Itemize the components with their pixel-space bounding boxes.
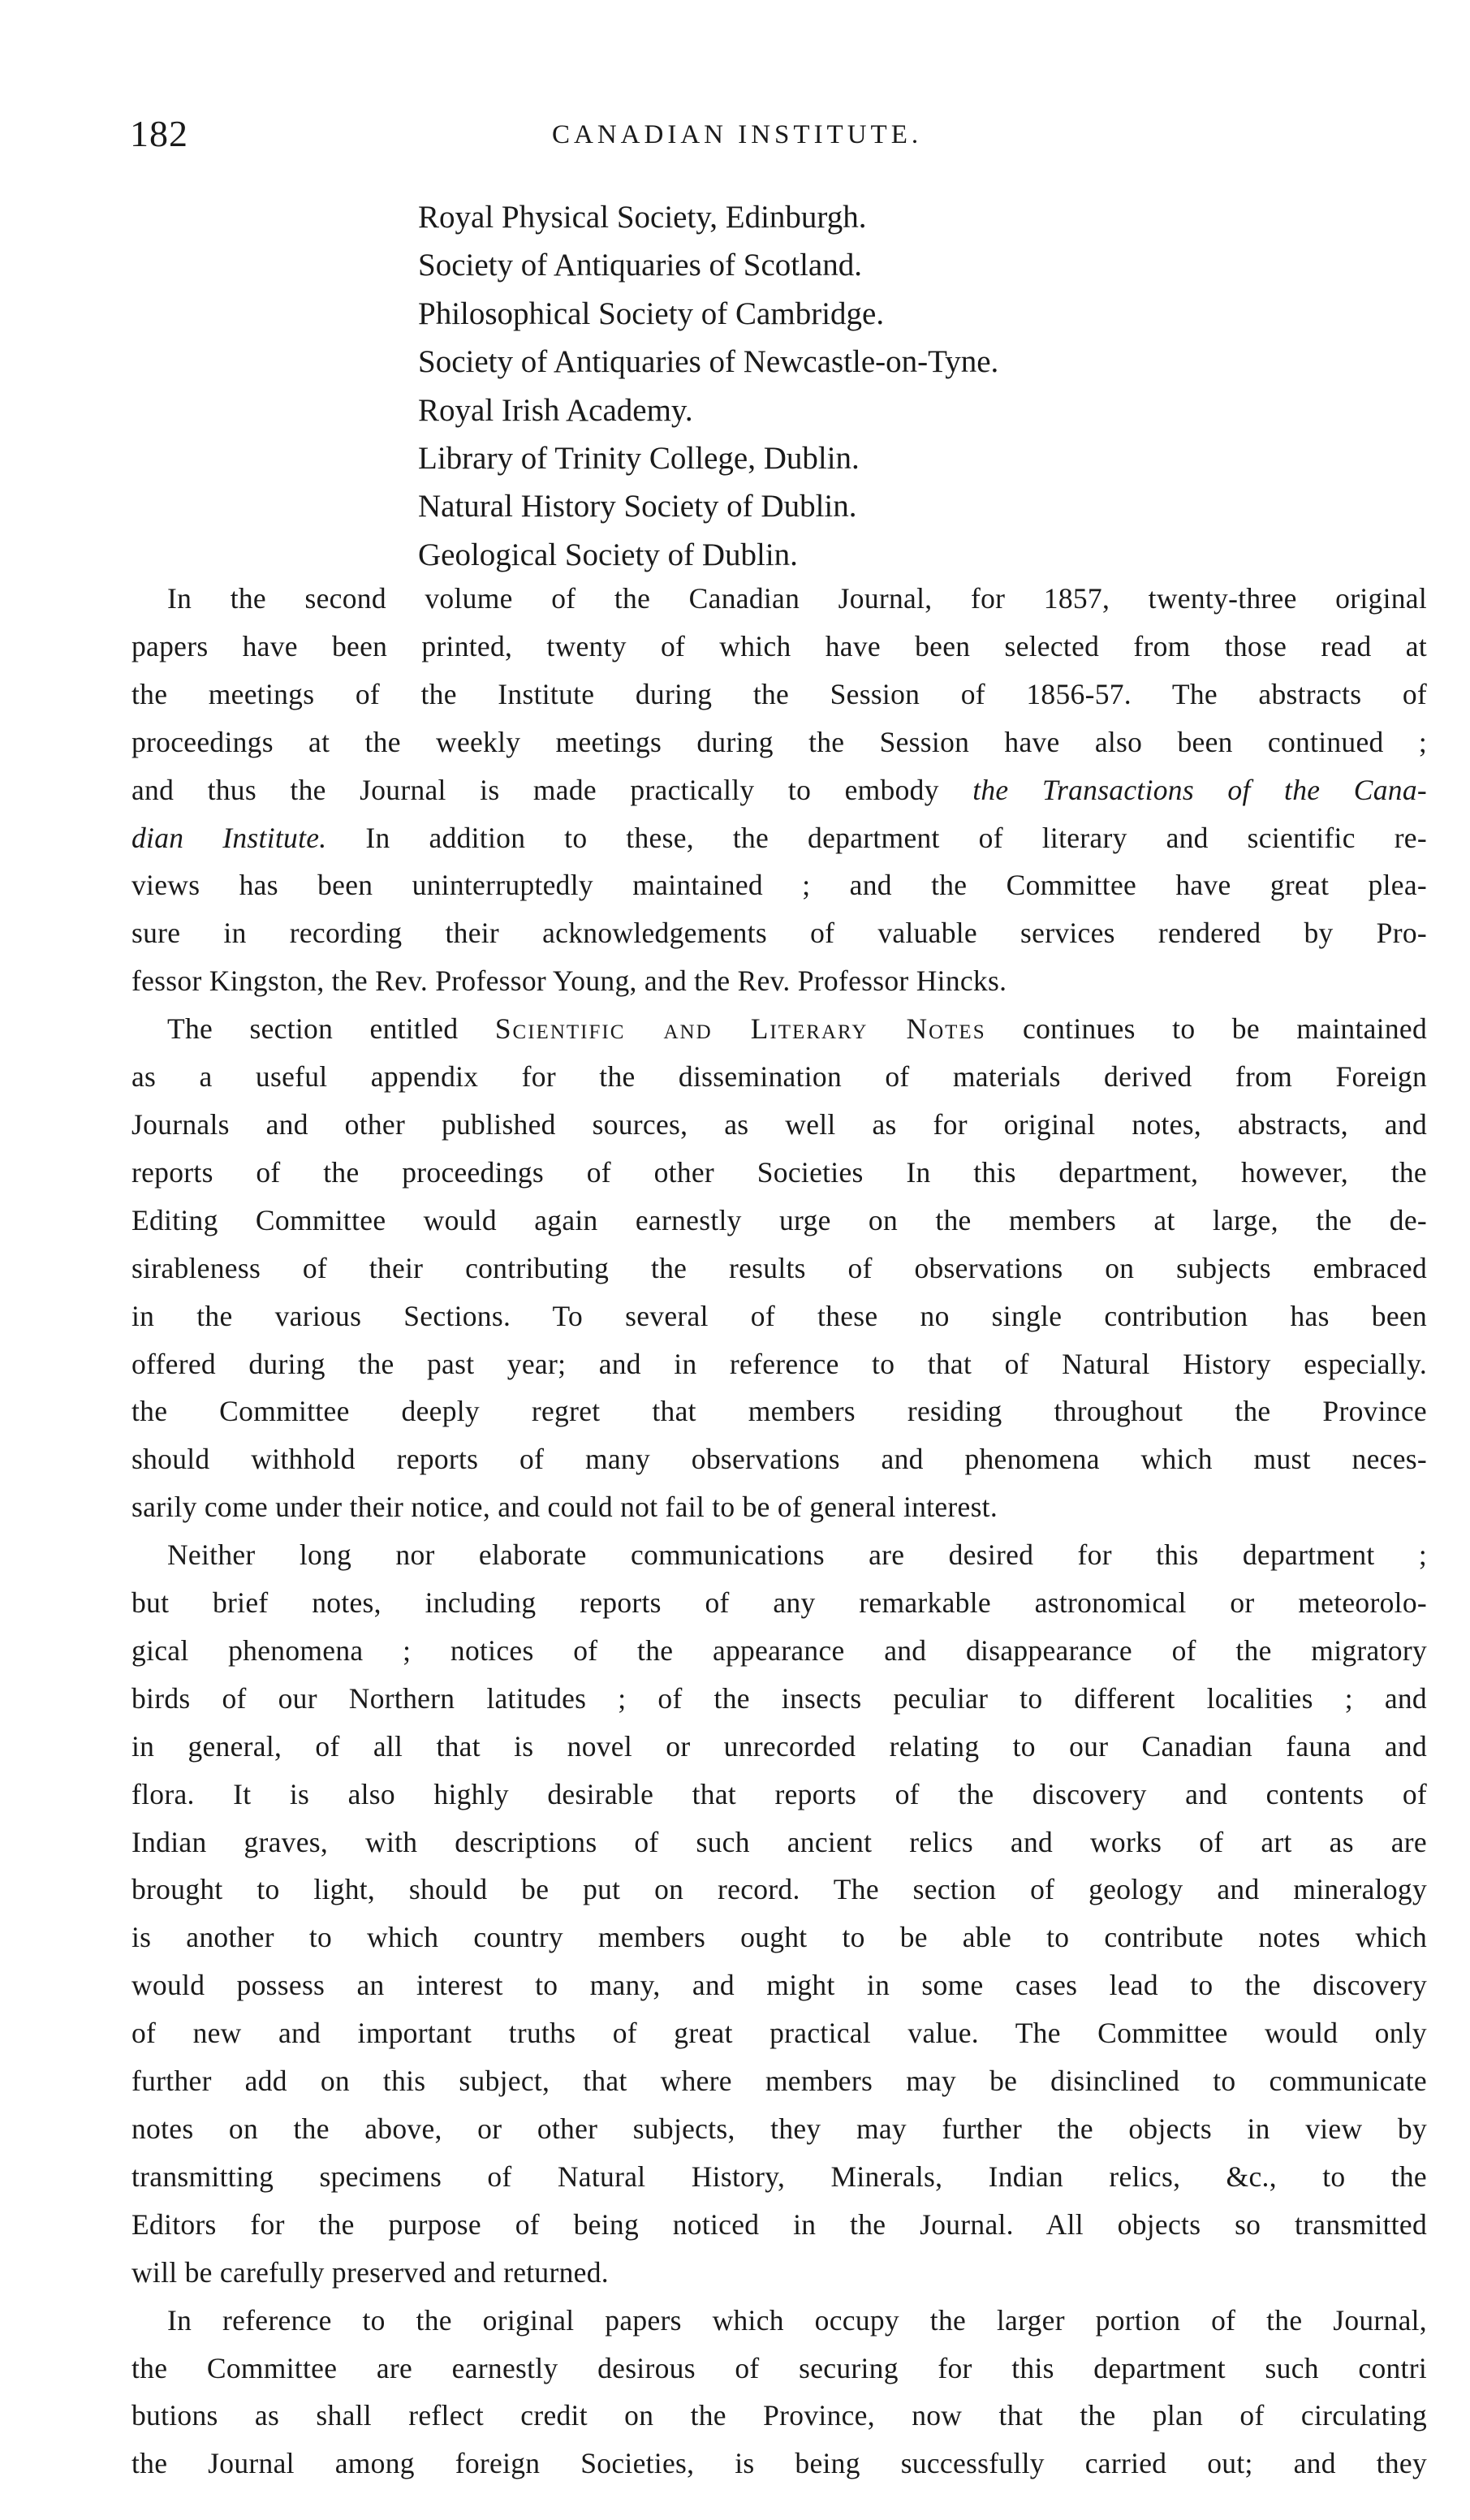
text-line: offered during the past year; and in reference to that of Natural History especially. bbox=[131, 1347, 1427, 1380]
italic-title: dian Institute. bbox=[131, 821, 327, 854]
text-line: papers have been printed, twenty of which have been selected from those read at bbox=[131, 629, 1427, 662]
text-line: Editing Committee would again earnestly urge on the members at large, the de- bbox=[131, 1203, 1427, 1236]
section-name: Scientific and Literary Notes bbox=[494, 1012, 986, 1046]
text-line: as a useful appendix for the dissemination of materials derived from Foreign bbox=[131, 1060, 1427, 1094]
text-line: reports of the proceedings of other Societies In this department, however, the bbox=[131, 1155, 1427, 1189]
paragraph-notes-section bbox=[131, 1005, 1427, 1531]
paragraph-original-papers bbox=[131, 2297, 1427, 2488]
text-line: notes on the above, or other subjects, they may further the objects in view by bbox=[131, 2112, 1427, 2145]
text-line: would possess an interest to many, and might in some cases lead to the discovery bbox=[131, 1969, 1427, 2002]
body-text bbox=[131, 575, 1427, 2488]
text-line: gical phenomena ; notices of the appearance and disappearance of the migratory bbox=[131, 1633, 1427, 1667]
text-line: proceedings at the weekly meetings during the Session have also been continued ; bbox=[131, 725, 1427, 758]
text-line: In the second volume of the Canadian Journal, for 1857, twenty-three original bbox=[167, 582, 1427, 615]
society-item: Society of Antiquaries of Scotland. bbox=[418, 248, 862, 283]
text-line: the Committee are earnestly desirous of securing for this department such contri bbox=[131, 2351, 1427, 2384]
text-line: In reference to the original papers which occupy the larger portion of the Journal, bbox=[167, 2303, 1427, 2337]
text-line bbox=[131, 766, 1427, 814]
text-line: should withhold reports of many observations and phenomena which must neces- bbox=[131, 1443, 1427, 1476]
text-line: flora. It is also highly desirable that reports of the discovery and contents of bbox=[131, 1777, 1427, 1810]
text-line: is another to which country members ought to be able to contribute notes which bbox=[131, 1921, 1427, 1954]
text-line: the meetings of the Institute during the Session of 1856-57. The abstracts of bbox=[131, 677, 1427, 710]
text-segment: In addition to these, the department of literary and scientific re- bbox=[326, 821, 1427, 854]
text-line: brought to light, should be put on record. The section of geology and mineralogy bbox=[131, 1873, 1427, 1906]
text-line: in the various Sections. To several of these no single contribution has been bbox=[131, 1299, 1427, 1332]
text-line: butions as shall reflect credit on the Province, now that the plan of circulating bbox=[131, 2399, 1427, 2432]
society-item: Philosophical Society of Cambridge. bbox=[418, 296, 885, 331]
society-item: Royal Irish Academy. bbox=[418, 392, 693, 428]
text-line: Neither long nor elaborate communications are desired for this department ; bbox=[167, 1538, 1427, 1572]
text-line: in general, of all that is novel or unrecorded relating to our Canadian fauna and bbox=[131, 1729, 1427, 1763]
society-item: Geological Society of Dublin. bbox=[418, 537, 798, 572]
text-line: birds of our Northern latitudes ; of the insects peculiar to different localities ; and bbox=[131, 1681, 1427, 1715]
society-item: Society of Antiquaries of Newcastle-on-Tyne. bbox=[418, 344, 999, 380]
paragraph-journal-volume bbox=[131, 575, 1427, 1005]
page-number: 182 bbox=[130, 113, 188, 154]
text-line: transmitting specimens of Natural History, Minerals, Indian relics, &c., to the bbox=[131, 2160, 1427, 2193]
text-line: Journals and other published sources, as well as for original notes, abstracts, and bbox=[131, 1107, 1427, 1141]
text-line: of new and important truths of great practical value. The Committee would only bbox=[131, 2017, 1427, 2050]
text-line: the Committee deeply regret that members residing throughout the Province bbox=[131, 1395, 1427, 1428]
text-line bbox=[131, 1005, 1427, 1053]
paragraph-communications bbox=[131, 1531, 1427, 2297]
text-line: Indian graves, with descriptions of such ancient relics and works of art as are bbox=[131, 1825, 1427, 1858]
text-line: the Journal among foreign Societies, is being successfully carried out; and they bbox=[131, 2447, 1427, 2480]
text-line: will be carefully preserved and returned. bbox=[131, 2255, 609, 2289]
text-line bbox=[131, 814, 1427, 862]
text-line: but brief notes, including reports of any remarkable astronomical or meteorolo- bbox=[131, 1586, 1427, 1620]
running-head bbox=[130, 112, 1429, 161]
running-title: CANADIAN INSTITUTE. bbox=[552, 120, 923, 149]
text-segment: and thus the Journal is made practically to embody bbox=[131, 773, 973, 806]
italic-title: the Transactions of the Cana- bbox=[972, 773, 1428, 806]
society-item: Library of Trinity College, Dublin. bbox=[418, 441, 860, 477]
text-segment: continues to be maintained bbox=[985, 1012, 1427, 1046]
society-item: Royal Physical Society, Edinburgh. bbox=[418, 200, 867, 235]
text-line: Editors for the purpose of being noticed in the Journal. All objects so transmitted bbox=[131, 2207, 1427, 2241]
text-line: sure in recording their acknowledgements of valuable services rendered by Pro- bbox=[131, 917, 1427, 950]
society-item: Natural History Society of Dublin. bbox=[418, 489, 857, 524]
text-segment: The section entitled bbox=[167, 1012, 495, 1046]
text-line: fessor Kingston, the Rev. Professor Young, and the Rev. Professor Hincks. bbox=[131, 964, 1007, 998]
text-line: sarily come under their notice, and could not fail to be of general interest. bbox=[131, 1491, 998, 1524]
text-line: views has been uninterruptedly maintained ; and the Committee have great plea- bbox=[131, 869, 1427, 902]
text-line: sirableness of their contributing the results of observations on subjects embraced bbox=[131, 1251, 1427, 1284]
society-list bbox=[418, 193, 998, 579]
text-line: further add on this subject, that where members may be disinclined to communicate bbox=[131, 2065, 1427, 2098]
